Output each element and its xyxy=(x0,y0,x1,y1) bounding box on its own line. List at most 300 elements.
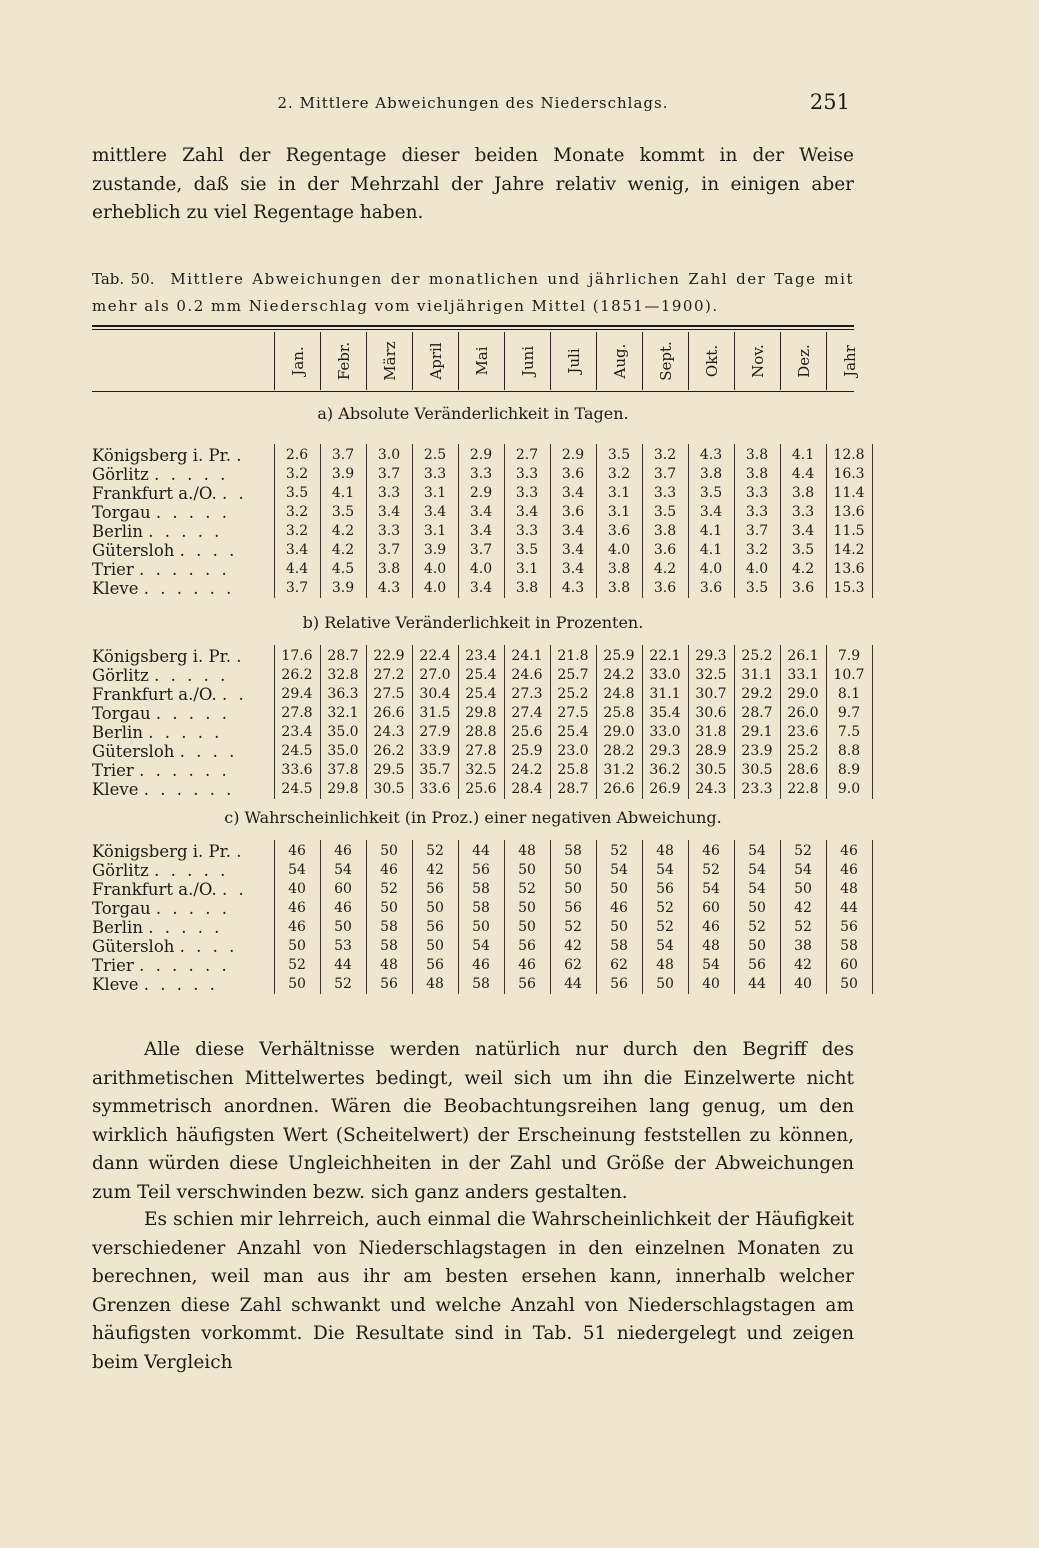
table-cell: 30.4 xyxy=(419,686,451,702)
station-label xyxy=(92,666,267,685)
table-cell: 3.8 xyxy=(745,466,769,482)
table-cell: 54 xyxy=(748,862,766,878)
column-divider xyxy=(504,840,505,994)
table-cell: 4.0 xyxy=(469,561,493,577)
table-cell: 26.6 xyxy=(603,781,635,797)
table-cell: 29.8 xyxy=(465,705,497,721)
month-label: Dez. xyxy=(795,344,813,378)
table-cell: 13.6 xyxy=(833,561,865,577)
table-cell: 3.3 xyxy=(469,466,493,482)
running-head xyxy=(92,90,854,118)
month-header-cell xyxy=(826,332,873,390)
table-cell: 4.1 xyxy=(699,523,723,539)
table-row xyxy=(92,484,865,503)
month-header-cell xyxy=(320,332,367,390)
table-cell: 3.3 xyxy=(653,485,677,501)
table-cell: 48 xyxy=(702,938,720,954)
column-divider xyxy=(458,840,459,994)
leader-dots: . . . . xyxy=(179,937,238,956)
station-label xyxy=(92,484,267,503)
table-cell: 4.0 xyxy=(745,561,769,577)
leader-dots: . xyxy=(236,647,245,666)
leader-dots: . . . . . xyxy=(143,975,218,994)
table-cell: 50 xyxy=(380,843,398,859)
table-cell: 42 xyxy=(564,938,582,954)
table-cell: 29.1 xyxy=(741,724,773,740)
table-cell: 3.1 xyxy=(423,523,447,539)
table-cell: 50 xyxy=(518,862,536,878)
table-cell: 3.2 xyxy=(285,504,309,520)
table-row xyxy=(92,503,865,522)
table-cell: 33.0 xyxy=(649,667,681,683)
station-label xyxy=(92,975,267,994)
table-cell: 3.3 xyxy=(791,504,815,520)
table-row xyxy=(92,956,858,975)
table-cell: 54 xyxy=(702,881,720,897)
table-cell: 3.9 xyxy=(331,466,355,482)
table-cell: 2.5 xyxy=(423,447,447,463)
table-cell: 24.3 xyxy=(373,724,405,740)
month-header-cell xyxy=(780,332,827,390)
table-cell: 56 xyxy=(840,919,858,935)
table-cell: 7.5 xyxy=(837,724,861,740)
section-rows xyxy=(92,842,858,994)
table-cell: 3.3 xyxy=(515,485,539,501)
station-name: Trier xyxy=(92,956,134,975)
table-row xyxy=(92,465,865,484)
table-cell: 3.8 xyxy=(699,466,723,482)
table-cell: 8.9 xyxy=(837,762,861,778)
station-name: Gütersloh xyxy=(92,541,175,560)
table-cell: 33.9 xyxy=(419,743,451,759)
table-cell: 56 xyxy=(748,957,766,973)
table-cell: 31.1 xyxy=(741,667,773,683)
table-cell: 52 xyxy=(564,919,582,935)
table-cell: 56 xyxy=(564,900,582,916)
table-cell: 44 xyxy=(748,976,766,992)
station-label xyxy=(92,780,267,799)
table-cell: 22.4 xyxy=(419,648,451,664)
table-cell: 3.5 xyxy=(653,504,677,520)
month-label: Febr. xyxy=(335,341,353,381)
table-cell: 50 xyxy=(564,881,582,897)
month-label: Juni xyxy=(519,345,537,377)
table-cell: 3.3 xyxy=(423,466,447,482)
station-label xyxy=(92,647,267,666)
table-cell: 46 xyxy=(380,862,398,878)
table-cell: 62 xyxy=(564,957,582,973)
table-cell: 3.7 xyxy=(745,523,769,539)
table-cell: 46 xyxy=(702,919,720,935)
table-cell: 46 xyxy=(610,900,628,916)
table-top-rule xyxy=(92,325,854,327)
table-cell: 22.9 xyxy=(373,648,405,664)
table-cell: 3.1 xyxy=(423,485,447,501)
table-cell: 3.8 xyxy=(745,447,769,463)
table-cell: 3.3 xyxy=(745,485,769,501)
table-cell: 3.8 xyxy=(607,580,631,596)
column-divider xyxy=(734,645,735,799)
table-cell: 3.5 xyxy=(607,447,631,463)
table-cell: 3.4 xyxy=(561,561,585,577)
month-header-row xyxy=(274,332,859,390)
table-cell: 33.0 xyxy=(649,724,681,740)
table-cell: 4.2 xyxy=(653,561,677,577)
station-name: Berlin xyxy=(92,522,143,541)
table-cell: 48 xyxy=(518,843,536,859)
table-cell: 28.9 xyxy=(695,743,727,759)
table-cell: 3.8 xyxy=(377,561,401,577)
table-cell: 29.8 xyxy=(327,781,359,797)
table-cell: 3.6 xyxy=(607,523,631,539)
table-cell: 54 xyxy=(794,862,812,878)
page-number: 251 xyxy=(809,90,850,114)
table-cell: 46 xyxy=(702,843,720,859)
table-cell: 3.4 xyxy=(699,504,723,520)
table-cell: 28.7 xyxy=(327,648,359,664)
table-cell: 3.4 xyxy=(423,504,447,520)
table-cell: 52 xyxy=(656,919,674,935)
column-divider xyxy=(320,645,321,799)
table-cell: 3.6 xyxy=(653,542,677,558)
table-cell: 33.1 xyxy=(787,667,819,683)
month-header-cell xyxy=(504,332,551,390)
table-cell: 40 xyxy=(794,976,812,992)
table-cell: 46 xyxy=(472,957,490,973)
table-cell: 4.0 xyxy=(423,561,447,577)
month-label: Aug. xyxy=(611,343,629,379)
table-cell: 56 xyxy=(380,976,398,992)
leader-dots: . . . . . xyxy=(155,503,231,522)
table-cell: 52 xyxy=(794,843,812,859)
column-divider xyxy=(642,840,643,994)
table-cell: 28.4 xyxy=(511,781,543,797)
table-cell: 3.6 xyxy=(561,466,585,482)
section-title: a) Absolute Veränderlichkeit in Tagen. xyxy=(317,404,629,423)
table-cell: 28.7 xyxy=(557,781,589,797)
table-cell: 58 xyxy=(564,843,582,859)
column-divider xyxy=(596,645,597,799)
table-cell: 23.9 xyxy=(741,743,773,759)
table-cell: 7.9 xyxy=(837,648,861,664)
table-cell: 3.6 xyxy=(699,580,723,596)
table-cell: 46 xyxy=(288,900,306,916)
table-cell: 26.2 xyxy=(281,667,313,683)
column-divider xyxy=(642,645,643,799)
table-cell: 50 xyxy=(334,919,352,935)
table-cell: 58 xyxy=(380,938,398,954)
station-name: Torgau xyxy=(92,704,151,723)
table-cell: 54 xyxy=(656,862,674,878)
table-cell: 44 xyxy=(334,957,352,973)
table-cell: 4.3 xyxy=(699,447,723,463)
table-cell: 31.5 xyxy=(419,705,451,721)
section-title: b) Relative Veränderlichkeit in Prozenten. xyxy=(302,613,644,632)
table-row xyxy=(92,861,858,880)
leader-dots: . . . . . xyxy=(148,918,223,937)
table-row xyxy=(92,937,858,956)
table-cell: 27.2 xyxy=(373,667,405,683)
paragraph-bottom-2: Es schien mir lehrreich, auch einmal die Wahrscheinlichkeit der Häufigkeit verschiedener Anzahl von Niederschlagstagen in den einzelnen Monaten zu berechnen, weil man aus ihr am besten ersehen kann, innerhalb welcher Grenzen diese Zahl schwankt und welche Anzahl von Niederschlagstagen am häufigsten vorkommt. Die Resultate sind in Tab. 51 niedergelegt und zeigen beim Vergleich xyxy=(92,1209,854,1373)
table-cell: 29.0 xyxy=(787,686,819,702)
column-divider xyxy=(274,645,275,799)
station-name: Berlin xyxy=(92,918,143,937)
table-cell: 25.6 xyxy=(465,781,497,797)
column-divider xyxy=(458,645,459,799)
column-divider xyxy=(596,840,597,994)
leader-dots: . . . . . xyxy=(154,465,229,484)
table-cell: 29.3 xyxy=(649,743,681,759)
station-label xyxy=(92,579,267,598)
column-divider xyxy=(366,645,367,799)
table-row xyxy=(92,522,865,541)
table-row xyxy=(92,446,865,465)
station-label xyxy=(92,503,267,522)
column-divider xyxy=(504,444,505,598)
column-divider xyxy=(550,444,551,598)
table-cell: 58 xyxy=(472,976,490,992)
station-name: Gütersloh xyxy=(92,937,175,956)
table-cell: 3.6 xyxy=(561,504,585,520)
table-cell: 50 xyxy=(840,976,858,992)
table-cell: 26.1 xyxy=(787,648,819,664)
table-cell: 29.5 xyxy=(373,762,405,778)
table-cell: 4.1 xyxy=(699,542,723,558)
table-cell: 46 xyxy=(840,843,858,859)
table-cell: 9.0 xyxy=(837,781,861,797)
leader-dots: . xyxy=(236,446,245,465)
table-cell: 24.5 xyxy=(281,781,313,797)
table-cell: 62 xyxy=(610,957,628,973)
table-cell: 3.2 xyxy=(285,466,309,482)
table-cell: 50 xyxy=(288,976,306,992)
column-divider xyxy=(688,840,689,994)
column-divider xyxy=(458,444,459,598)
table-number: Tab. 50. xyxy=(92,270,155,288)
table-cell: 50 xyxy=(794,881,812,897)
table-cell: 30.6 xyxy=(695,705,727,721)
table-cell: 56 xyxy=(656,881,674,897)
month-header-cell xyxy=(550,332,597,390)
table-cell: 42 xyxy=(794,957,812,973)
column-divider xyxy=(550,645,551,799)
station-label xyxy=(92,560,267,579)
station-name: Königsberg i. Pr. xyxy=(92,446,231,465)
table-cell: 50 xyxy=(288,938,306,954)
table-cell: 53 xyxy=(334,938,352,954)
table-cell: 27.4 xyxy=(511,705,543,721)
table-cell: 4.0 xyxy=(607,542,631,558)
table-cell: 9.7 xyxy=(837,705,861,721)
table-cell: 48 xyxy=(840,881,858,897)
table-cell: 52 xyxy=(334,976,352,992)
table-cell: 11.5 xyxy=(833,523,865,539)
table-cell: 3.2 xyxy=(653,447,677,463)
leader-dots: . . . . . xyxy=(155,899,231,918)
column-divider xyxy=(872,645,873,799)
table-cell: 3.2 xyxy=(285,523,309,539)
table-cell: 27.5 xyxy=(373,686,405,702)
column-divider xyxy=(826,444,827,598)
table-cell: 48 xyxy=(656,957,674,973)
table-cell: 54 xyxy=(656,938,674,954)
table-cell: 2.9 xyxy=(469,447,493,463)
table-cell: 54 xyxy=(748,843,766,859)
table-cell: 3.8 xyxy=(791,485,815,501)
table-cell: 60 xyxy=(702,900,720,916)
table-row xyxy=(92,704,861,723)
leader-dots: . . xyxy=(222,484,247,503)
table-cell: 56 xyxy=(472,862,490,878)
header-bottom-rule xyxy=(92,391,854,392)
table-cell: 29.0 xyxy=(603,724,635,740)
table-cell: 23.4 xyxy=(465,648,497,664)
station-label xyxy=(92,880,267,899)
table-row xyxy=(92,842,858,861)
table-cell: 4.2 xyxy=(331,542,355,558)
table-cell: 54 xyxy=(702,957,720,973)
table-cell: 50 xyxy=(610,919,628,935)
station-label xyxy=(92,742,267,761)
station-name: Görlitz xyxy=(92,861,149,880)
table-cell: 3.4 xyxy=(469,504,493,520)
station-label xyxy=(92,685,267,704)
table-cell: 26.9 xyxy=(649,781,681,797)
table-row xyxy=(92,647,861,666)
table-cell: 3.4 xyxy=(791,523,815,539)
section-title: c) Wahrscheinlichkeit (in Proz.) einer negativen Abweichung. xyxy=(224,808,722,827)
leader-dots: . . . . . xyxy=(148,723,223,742)
table-cell: 3.4 xyxy=(469,580,493,596)
table-cell: 50 xyxy=(426,900,444,916)
table-cell: 36.3 xyxy=(327,686,359,702)
table-cell: 3.6 xyxy=(653,580,677,596)
month-header-cell xyxy=(458,332,505,390)
table-cell: 46 xyxy=(334,843,352,859)
table-cell: 14.2 xyxy=(833,542,865,558)
station-name: Torgau xyxy=(92,503,151,522)
station-label xyxy=(92,761,267,780)
table-cell: 46 xyxy=(288,843,306,859)
table-cell: 56 xyxy=(426,957,444,973)
table-cell: 48 xyxy=(426,976,444,992)
month-label: Okt. xyxy=(703,344,721,378)
table-cell: 3.5 xyxy=(745,580,769,596)
table-cell: 54 xyxy=(748,881,766,897)
leader-dots: . . xyxy=(222,685,247,704)
table-cell: 50 xyxy=(472,919,490,935)
station-name: Königsberg i. Pr. xyxy=(92,842,231,861)
leader-dots: . . . . . . xyxy=(139,956,230,975)
column-divider xyxy=(826,645,827,799)
column-divider xyxy=(780,444,781,598)
table-cell: 27.5 xyxy=(557,705,589,721)
section-rows xyxy=(92,446,865,598)
table-cell: 22.1 xyxy=(649,648,681,664)
station-label xyxy=(92,465,267,484)
table-row xyxy=(92,541,865,560)
table-row xyxy=(92,579,865,598)
table-cell: 29.2 xyxy=(741,686,773,702)
station-label xyxy=(92,541,267,560)
table-cell: 28.2 xyxy=(603,743,635,759)
table-cell: 26.0 xyxy=(787,705,819,721)
table-cell: 24.5 xyxy=(281,743,313,759)
table-cell: 3.8 xyxy=(515,580,539,596)
column-divider xyxy=(274,840,275,994)
table-cell: 52 xyxy=(518,881,536,897)
month-header-cell xyxy=(412,332,459,390)
table-cell: 42 xyxy=(426,862,444,878)
table-cell: 25.9 xyxy=(511,743,543,759)
table-cell: 58 xyxy=(472,900,490,916)
table-cell: 50 xyxy=(656,976,674,992)
month-label: April xyxy=(427,342,445,380)
table-cell: 3.8 xyxy=(653,523,677,539)
table-cell: 22.8 xyxy=(787,781,819,797)
table-row xyxy=(92,899,858,918)
station-label xyxy=(92,899,267,918)
station-name: Görlitz xyxy=(92,465,149,484)
leader-dots: . . . . . . xyxy=(139,560,230,579)
table-top-rule-thin xyxy=(92,329,854,330)
table-cell: 50 xyxy=(518,919,536,935)
table-cell: 24.8 xyxy=(603,686,635,702)
station-label xyxy=(92,956,267,975)
table-cell: 25.8 xyxy=(603,705,635,721)
table-cell: 8.1 xyxy=(837,686,861,702)
column-divider xyxy=(596,444,597,598)
table-cell: 35.0 xyxy=(327,724,359,740)
station-name: Frankfurt a./O. xyxy=(92,880,217,899)
table-cell: 25.4 xyxy=(557,724,589,740)
column-divider xyxy=(366,840,367,994)
table-cell: 58 xyxy=(380,919,398,935)
table-cell: 3.7 xyxy=(469,542,493,558)
table-cell: 24.2 xyxy=(511,762,543,778)
table-cell: 25.4 xyxy=(465,686,497,702)
table-cell: 10.7 xyxy=(833,667,865,683)
paragraph-top: mittlere Zahl der Regentage dieser beiden Monate kommt in der Weise zustande, daß sie in der Mehrzahl der Jahre relativ wenig, in einigen aber erheblich zu viel Regentage haben. xyxy=(92,145,854,224)
station-label xyxy=(92,723,267,742)
leader-dots: . . . . . . xyxy=(143,780,235,799)
table-cell: 17.6 xyxy=(281,648,313,664)
table-cell: 3.7 xyxy=(331,447,355,463)
table-cell: 3.3 xyxy=(377,523,401,539)
station-name: Torgau xyxy=(92,899,151,918)
table-cell: 3.4 xyxy=(561,523,585,539)
station-name: Kleve xyxy=(92,780,139,799)
table-cell: 24.6 xyxy=(511,667,543,683)
table-cell: 3.3 xyxy=(377,485,401,501)
column-divider xyxy=(780,645,781,799)
paragraph-bottom-1: Alle diese Verhältnisse werden natürlich nur durch den Begriff des arithmetischen Mittelwertes bedingt, weil sich um ihn die Einzelwerte nicht symmetrisch anordnen. Wären die Beobachtungsreihen lang genug, um den wirklich häufigsten Wert (Scheitelwert) der Erscheinung feststellen zu können, dann würden diese Ungleichheiten in der Zahl und Größe der Abweichungen zum Teil verschwinden bezw. sich ganz anders gestalten. xyxy=(92,1039,854,1203)
station-name: Görlitz xyxy=(92,666,149,685)
station-label xyxy=(92,522,267,541)
leader-dots: . . . . . . xyxy=(139,761,230,780)
table-cell: 60 xyxy=(334,881,352,897)
month-label: Juli xyxy=(565,348,583,374)
table-cell: 46 xyxy=(334,900,352,916)
table-cell: 3.5 xyxy=(331,504,355,520)
table-cell: 31.1 xyxy=(649,686,681,702)
month-label: Mai xyxy=(473,346,491,376)
table-cell: 40 xyxy=(702,976,720,992)
table-cell: 56 xyxy=(518,938,536,954)
table-cell: 4.5 xyxy=(331,561,355,577)
table-cell: 29.4 xyxy=(281,686,313,702)
table-cell: 23.4 xyxy=(281,724,313,740)
